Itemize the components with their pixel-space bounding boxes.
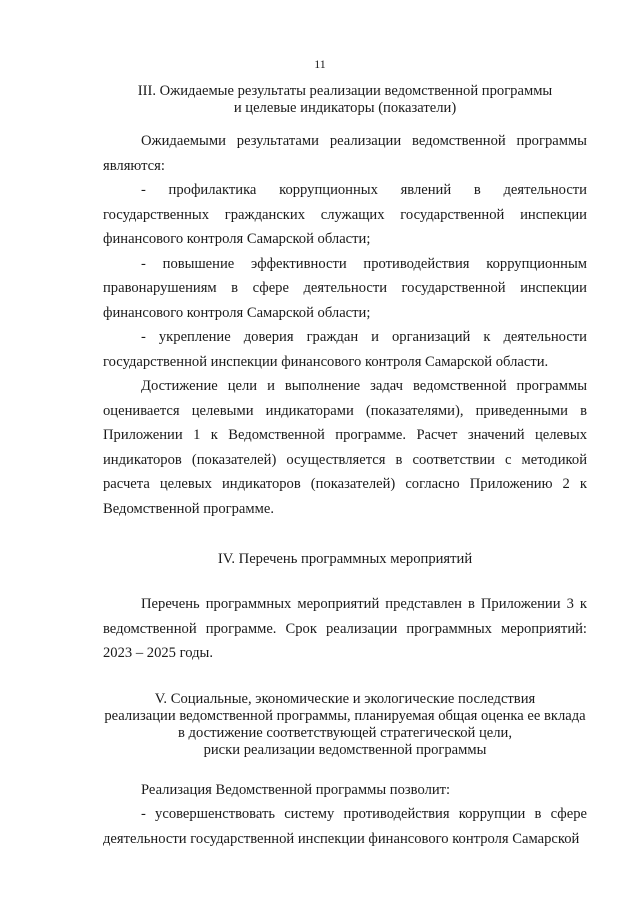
spacer [103, 666, 587, 691]
section-4-heading-line: IV. Перечень программных мероприятий [217, 551, 473, 567]
section-3-list-item: - повышение эффективности противодействия коррупционным правонарушениям в сфере деятельности государственной инспекции финансового контроля Самарской области; [103, 255, 587, 321]
spacer [103, 568, 587, 592]
section-3-heading [103, 83, 587, 117]
section-5-heading-line: риски реализации ведомственной программы [203, 741, 487, 758]
section-4-heading [103, 551, 587, 568]
section-5-heading-line: в достижение соответствующей стратегической цели, [178, 724, 512, 741]
section-5-paragraph: Реализация Ведомственной программы позволит: [141, 781, 451, 798]
section-3-list-item: - укрепление доверия граждан и организаций к деятельности государственной инспекции финансового контроля Самарской области. [103, 329, 587, 370]
section-3-heading-line: и целевые индикаторы (показатели) [233, 100, 457, 116]
section-5-heading-line: реализации ведомственной программы, планируемая общая оценка ее вклада [104, 707, 586, 724]
section-4-paragraph: Перечень программных мероприятий представлен в Приложении 3 к ведомственной программе. Срок реализации программных мероприятий: 2023 – 2025 годы. [103, 596, 587, 661]
spacer [103, 117, 587, 129]
page-content [103, 83, 587, 851]
spacer [103, 521, 587, 551]
page-number: 11 [314, 57, 326, 71]
section-3-list-item: - профилактика коррупционных явлений в деятельности государственных гражданских служащих государственной инспекции финансового контроля Самарской области; [103, 182, 587, 247]
section-3-heading-line: III. Ожидаемые результаты реализации ведомственной программы [137, 83, 553, 99]
section-3-paragraph: Ожидаемыми результатами реализации ведомственной программы являются: [103, 133, 587, 174]
section-3-paragraph: Достижение цели и выполнение задач ведомственной программы оценивается целевыми индикаторами (показателями), приведенными в Приложении 1 к Ведомственной программе. Расчет значений целевых индикаторов (показателей) осуществляется в соответствии с методикой расчета целевых индикаторов (показателей) согласно Приложению 2 к Ведомственной программе. [103, 378, 587, 517]
section-5-heading [103, 691, 587, 759]
section-5-heading-line: V. Социальные, экономические и экологические последствия [154, 690, 536, 707]
section-5-list-item: - усовершенствовать систему противодействия коррупции в сфере деятельности государственной инспекции финансового контроля Самарской [103, 806, 587, 847]
spacer [103, 759, 587, 778]
